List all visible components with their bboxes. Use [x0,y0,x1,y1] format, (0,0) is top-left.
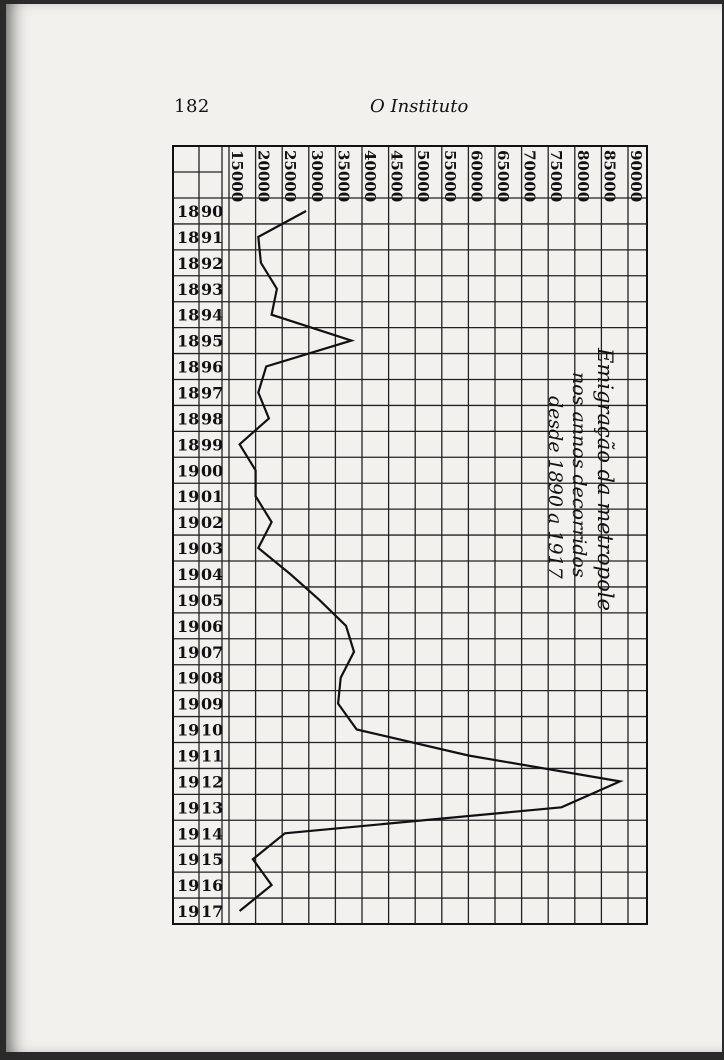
year-label-decade: 98 [201,409,224,429]
chart-title-line: desde 1890 a 1917 [544,396,566,579]
year-label-decade: 95 [201,331,224,351]
year-label-century: 18 [177,227,200,247]
year-label-decade: 15 [201,850,224,870]
year-label-decade: 03 [201,539,224,559]
year-label-decade: 90 [201,201,224,221]
value-tick-label: 20000 [254,150,273,203]
year-label-century: 19 [177,824,200,844]
chart-title-line: nos annos decorridos [568,372,590,578]
chart-title-line: Emigração da metropole [593,348,617,611]
year-label-decade: 04 [201,564,224,584]
year-label-decade: 13 [201,798,224,818]
value-tick-label: 35000 [334,150,353,203]
year-label-decade: 08 [201,668,224,688]
year-label-century: 19 [177,461,200,481]
year-label-century: 19 [177,694,200,714]
year-label-decade: 00 [201,461,224,481]
year-label-century: 19 [177,720,200,740]
year-label-century: 18 [177,253,200,273]
chart-title [544,347,617,611]
year-label-century: 19 [177,487,200,507]
value-tick-label: 85000 [600,150,619,203]
year-label-century: 18 [177,357,200,377]
year-label-century: 19 [177,642,200,662]
year-label-century: 18 [177,331,200,351]
year-label-decade: 10 [201,720,224,740]
value-tick-labels [228,150,645,202]
year-label-century: 19 [177,564,200,584]
year-label-century: 19 [177,668,200,688]
year-label-century: 19 [177,539,200,559]
year-label-century: 19 [177,772,200,792]
value-tick-label: 45000 [387,150,406,203]
year-label-century: 19 [177,616,200,636]
year-label-decade: 97 [201,383,224,403]
year-label-century: 19 [177,590,200,610]
year-label-decade: 91 [201,227,224,247]
year-label-decade: 16 [201,876,224,896]
year-label-decade: 02 [201,513,224,533]
year-label-decade: 05 [201,590,224,610]
value-tick-label: 50000 [414,150,433,203]
year-label-century: 18 [177,383,200,403]
year-label-decade: 12 [201,772,224,792]
year-label-century: 19 [177,902,200,922]
year-label-century: 18 [177,305,200,325]
value-tick-label: 40000 [361,150,379,203]
year-label-decade: 07 [201,642,224,662]
year-label-decade: 99 [201,435,224,455]
year-label-century: 18 [177,409,200,429]
year-label-decade: 01 [201,487,224,507]
year-label-century: 19 [177,850,200,870]
running-title: O Instituto [370,96,469,117]
year-label-decade: 93 [201,279,224,299]
year-label-century: 18 [177,201,200,221]
year-label-decade: 96 [201,357,224,377]
year-label-century: 18 [177,279,200,299]
year-label-decade: 94 [201,305,224,325]
value-tick-label: 30000 [307,150,326,203]
year-label-century: 19 [177,876,200,896]
value-tick-label: 90000 [627,150,645,203]
year-label-century: 18 [177,435,200,455]
year-label-decade: 11 [201,746,224,766]
value-tick-label: 65000 [494,150,512,203]
year-label-decade: 92 [201,253,224,273]
year-label-decade: 14 [201,824,224,844]
value-tick-label: 15000 [228,150,246,203]
year-label-century: 19 [177,746,200,766]
year-label-century: 19 [177,798,200,818]
year-label-decade: 17 [201,902,224,922]
year-label-century: 19 [177,513,200,533]
value-tick-label: 80000 [573,150,592,203]
year-label-decade: 06 [201,616,224,636]
value-tick-label: 55000 [440,150,459,203]
value-tick-label: 70000 [520,150,539,203]
year-label-decade: 09 [201,694,224,714]
value-tick-label: 25000 [281,150,300,203]
page-number: 182 [174,96,210,117]
value-tick-label: 60000 [467,150,486,203]
value-tick-label: 75000 [547,150,566,203]
